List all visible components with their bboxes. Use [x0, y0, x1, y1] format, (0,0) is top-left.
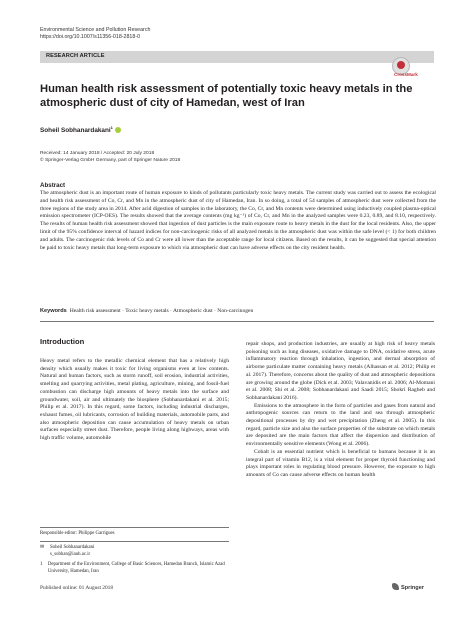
publisher-name: Springer — [401, 585, 425, 591]
article-type: RESEARCH ARTICLE — [46, 53, 105, 59]
intro-paragraph: repair shops, and production industries, are usually at high risk of heavy metals poisoning such as lung diseases, oxidative damage to DNA, oxidative stress, acute inflammatory reaction through inhalation, ingestion, and dermal absorption of airborne particulate matter containing heavy metals (Alhassan et al. 2012; Philip et al. 2017). Therefore, concerns about the quality of dust and atmospheric depositions are growing around the globe (Dick et al. 2003; Valavanidis et al. 2006; Al-Momani et al. 2008; Shi et al. 2008; Sobhanardakani and Saadi 2015; Shokri Ragheb and Sobhanardakani 2016). — [246, 341, 435, 401]
section-divider — [40, 321, 434, 322]
crossmark-badge[interactable] — [392, 57, 438, 77]
abstract-heading: Abstract — [40, 182, 66, 189]
received-accepted: Received: 14 January 2018 / Accepted: 20 July 2018 — [40, 151, 155, 156]
author-line — [40, 125, 121, 134]
intro-paragraph: Emissions to the atmosphere in the form of particles and gases from natural and anthropogenic sources can return to the land and sea through atmospheric depositional processes by dry and wet precipitation (Zheng et al. 2005). In this regard, particle size and also the surface properties of the substrate on which metals are deposited are the main factors that affect the dispersion and distribution of environmentally sensitive elements (Wong et al. 2006). — [246, 402, 435, 448]
keywords-text: Health risk assessment · Toxic heavy metals · Atmospheric dust · Non-carcinogen — [69, 308, 254, 314]
journal-header — [40, 27, 150, 41]
published-online: Published online: 01 August 2018 — [40, 585, 114, 591]
intro-paragraph: Cobalt is an essential nutrient which is beneficial to humans because it is an integral part of vitamin B12, is a vital element for proper thyroid functioning and plays important roles in regulating blood pressure. However, the exposure to high amounts of Co can cause adverse effects on human health — [246, 448, 435, 478]
keywords — [40, 308, 253, 314]
crossmark-label: CrossMark — [394, 72, 418, 77]
intro-column-2 — [246, 341, 435, 480]
publisher-logo — [392, 583, 424, 591]
affiliation-number: 1 — [40, 562, 43, 567]
introduction-heading: Introduction — [40, 337, 85, 346]
author-affil-sup: 1 — [110, 125, 113, 130]
responsible-editor: Responsible editor: Philippe Garrigues — [40, 531, 115, 536]
footnote-divider — [40, 527, 229, 528]
email-icon: ✉ — [40, 545, 45, 550]
copyright: © Springer-Verlag GmbH Germany, part of Springer Nature 2018 — [40, 157, 181, 163]
abstract-text: The atmospheric dust is an important route of human exposure to kinds of pollutants particularly toxic heavy metals. The current study was carried out to assess the ecological and health risk assessment of Co, Cr, and Mn in the atmospheric dust of city of Hamedan, Iran. In so doing, a total of 54 samples of atmospheric dust were collected from the three regions of the study area in 2014. After acid digestion of samples in the laboratory, the Co, Cr, and Mn contents were determined using inductively coupled plasma-optical emission spectrometer (ICP-OES). The results showed that the average contents (mg kg⁻¹) of Co, Cr, and Mn in the analyzed samples were 0.23, 0.89, and 8.10, respectively. The results of human health risk assessment showed that ingestion of dust particles is the main exposure route to heavy metals in the dust for the local residents. Also, the upper limit of the 95% confidence interval of hazard indices for non-carcinogenic risks of all analyzed metals in the atmospheric dust was within the safe level (< 1) for both children and adults. The carcinogenic risk levels of Co and Cr were all lower than the acceptable range for local citizens. Based on the results, it can be suggested that special attention be paid to toxic heavy metals that long-term exposure to which via atmospheric dust can have adverse effects on the city resident health. — [40, 190, 436, 251]
author-name[interactable]: Soheil Sobhanardakani — [40, 127, 111, 135]
doi-link[interactable]: https://doi.org/10.1007/s11356-018-2818-0 — [40, 34, 141, 40]
article-type-bar — [40, 51, 434, 63]
keywords-label: Keywords — [40, 308, 67, 314]
contact-block — [40, 545, 94, 558]
contact-name: Soheil Sobhanardakani — [50, 545, 95, 550]
intro-paragraph: Heavy metal refers to the metallic chemical element that has a relatively high density which usually makes it toxic for living organisms even at low contents. Natural and human factors, such as storm runoff, soil erosion, industrial activities, smelting and quarrying activities, metal plating, agriculture, mining, and fossil-fuel combustion can discharge high amounts of heavy metals into the surface and groundwater, soil, air and ultimately the biosphere (Sobhanardakani et al. 2015; Philip et al. 2017). In this regard, some factors, including industrial discharges, exhaust fumes, oil lubricants, corrosion of building materials, automobile parts, and also atmospheric deposition can cause accumulation of heavy metals on urban surfaces especially street dust. Therefore, people living along highways, areas with high traffic volume, automobile — [40, 358, 229, 442]
orcid-icon[interactable] — [115, 127, 121, 133]
affiliation-block — [40, 562, 229, 575]
springer-horse-icon — [392, 583, 399, 590]
affiliation-text: Department of the Environment, College of Basic Sciences, Hamedan Branch, Islamic Azad University, Hamedan, Iran — [47, 562, 225, 574]
dates-block — [40, 151, 180, 164]
intro-column-1 — [40, 358, 229, 443]
journal-name: Environmental Science and Pollution Research — [40, 27, 151, 33]
contact-email[interactable]: s_sobhan@iauh.ac.ir — [50, 551, 91, 557]
article-title: Human health risk assessment of potentially toxic heavy metals in the atmospheric dust of city of Hamedan, west of Iran — [40, 83, 413, 109]
footnote-divider — [40, 541, 229, 542]
